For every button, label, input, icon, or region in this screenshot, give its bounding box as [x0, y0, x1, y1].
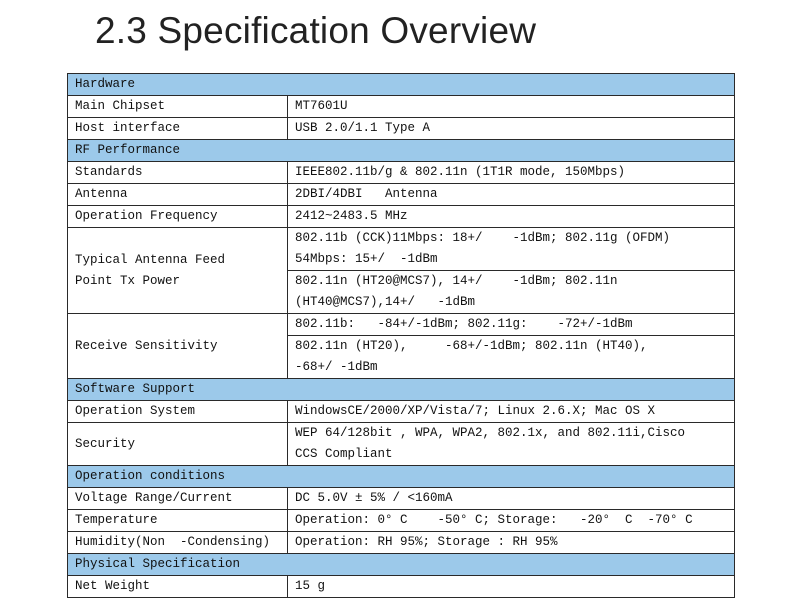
- spec-row-temperature: [68, 510, 735, 532]
- spec-value-line: CCS Compliant: [295, 447, 393, 461]
- section-title: Operation conditions: [68, 466, 735, 488]
- spec-label: Temperature: [68, 510, 288, 532]
- spec-label: Standards: [68, 162, 288, 184]
- spec-label: Main Chipset: [68, 96, 288, 118]
- section-header-hardware: [68, 74, 735, 96]
- spec-value: WindowsCE/2000/XP/Vista/7; Linux 2.6.X; Mac OS X: [288, 401, 735, 423]
- spec-label: Humidity(Non -Condensing): [68, 532, 288, 554]
- spec-label: [68, 228, 288, 314]
- section-header-operation-conditions: [68, 466, 735, 488]
- spec-value: 2DBI/4DBI Antenna: [288, 184, 735, 206]
- spec-row-antenna: [68, 184, 735, 206]
- spec-value-line: 802.11n (HT20@MCS7), 14+/ -1dBm; 802.11n: [295, 274, 618, 288]
- spec-row-security: [68, 423, 735, 466]
- spec-label: Operation System: [68, 401, 288, 423]
- section-header-physical-specification: [68, 554, 735, 576]
- spec-label: Net Weight: [68, 576, 288, 598]
- spec-value: Operation: RH 95%; Storage : RH 95%: [288, 532, 735, 554]
- spec-row-tx-power: [68, 228, 735, 271]
- spec-value-line: -68+/ -1dBm: [295, 360, 378, 374]
- spec-label: Antenna: [68, 184, 288, 206]
- spec-row-standards: [68, 162, 735, 184]
- spec-value-line: 802.11b (CCK)11Mbps: 18+/ -1dBm; 802.11g (OFDM): [295, 231, 671, 245]
- spec-label: Security: [68, 423, 288, 466]
- spec-value: IEEE802.11b/g & 802.11n (1T1R mode, 150Mbps): [288, 162, 735, 184]
- spec-value: MT7601U: [288, 96, 735, 118]
- spec-value-line: WEP 64/128bit , WPA, WPA2, 802.1x, and 802.11i,Cisco: [295, 426, 686, 440]
- spec-value: 802.11b: -84+/-1dBm; 802.11g: -72+/-1dBm: [288, 314, 735, 336]
- section-header-software-support: [68, 379, 735, 401]
- page-title: 2.3 Specification Overview: [95, 10, 537, 51]
- spec-row-operation-frequency: [68, 206, 735, 228]
- spec-label: Host interface: [68, 118, 288, 140]
- section-title: RF Performance: [68, 140, 735, 162]
- spec-value: [288, 228, 735, 271]
- spec-row-receive-sensitivity: [68, 314, 735, 336]
- spec-row-humidity: [68, 532, 735, 554]
- spec-value: 15 g: [288, 576, 735, 598]
- spec-row-main-chipset: [68, 96, 735, 118]
- section-title: Software Support: [68, 379, 735, 401]
- spec-value: 2412~2483.5 MHz: [288, 206, 735, 228]
- spec-value-line: (HT40@MCS7),14+/ -1dBm: [295, 295, 476, 309]
- spec-row-net-weight: [68, 576, 735, 598]
- spec-value: DC 5.0V ± 5% / <160mA: [288, 488, 735, 510]
- spec-value: [288, 336, 735, 379]
- spec-value: [288, 423, 735, 466]
- section-title: Hardware: [68, 74, 735, 96]
- spec-label: Receive Sensitivity: [68, 314, 288, 379]
- spec-row-host-interface: [68, 118, 735, 140]
- spec-label-line: Point Tx Power: [75, 273, 181, 288]
- spec-value: USB 2.0/1.1 Type A: [288, 118, 735, 140]
- spec-label-line: Typical Antenna Feed: [75, 252, 226, 267]
- section-header-rf-performance: [68, 140, 735, 162]
- spec-value-line: 54Mbps: 15+/ -1dBm: [295, 252, 438, 266]
- spec-value-line: 802.11n (HT20), -68+/-1dBm; 802.11n (HT40),: [295, 339, 648, 353]
- spec-value: Operation: 0° C -50° C; Storage: -20° C -70° C: [288, 510, 735, 532]
- spec-row-operation-system: [68, 401, 735, 423]
- spec-value: [288, 271, 735, 314]
- spec-row-voltage: [68, 488, 735, 510]
- spec-label: Voltage Range/Current: [68, 488, 288, 510]
- spec-label: Operation Frequency: [68, 206, 288, 228]
- section-title: Physical Specification: [68, 554, 735, 576]
- specification-table: [67, 73, 735, 598]
